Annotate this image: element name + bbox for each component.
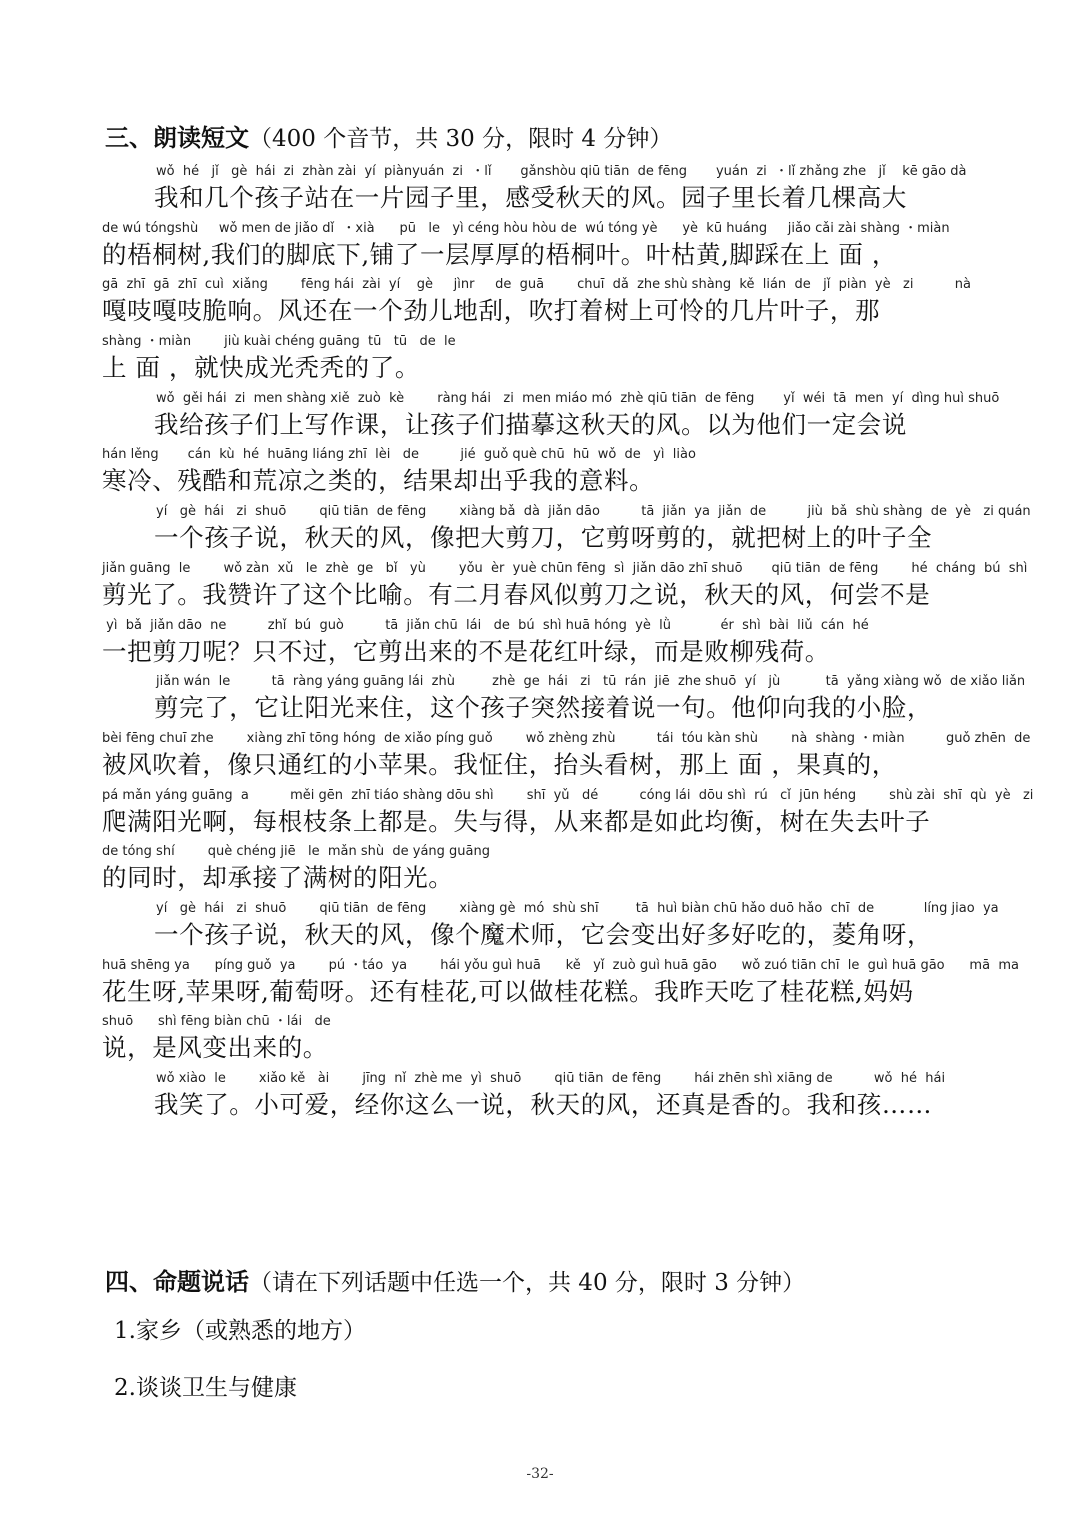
pinyin-line: pá mǎn yáng guāng a měi gēn zhī tiáo shàng dōu shì shī yǔ dé cóng lái dōu shì rú cǐ jūn héng shù zài shī qù yè zi <box>102 787 1034 803</box>
passage-line <box>102 729 1031 786</box>
passage-line <box>102 162 982 219</box>
section4-note: （请在下列话题中任选一个，共 40 分，限时 3 分钟） <box>249 1270 806 1296</box>
hanzi-line: 的同时，却承接了满树的阳光。 <box>102 863 454 893</box>
page-number: -32- <box>526 1466 554 1482</box>
hanzi-line: 上 面 ，就快成光秃秃的了。 <box>102 353 420 383</box>
hanzi-line: 一把剪刀呢？只不过，它剪出来的不是花红叶绿，而是败柳残荷。 <box>102 636 830 666</box>
passage-line <box>102 275 982 332</box>
pinyin-line: wǒ gěi hái zi men shàng xiě zuò kè ràng hái zi men miáo mó zhè qiū tiān de fēng yǐ wéi tā men yí dìng huì shuō <box>156 390 1000 406</box>
passage-line <box>102 842 982 899</box>
hanzi-line: 说，是风变出来的。 <box>102 1033 328 1063</box>
hanzi-line: 剪完了，它让阳光来住，这个孩子突然接着说一句。他仰向我的小脸， <box>154 693 933 723</box>
passage-line <box>102 332 982 389</box>
passage-line <box>102 616 982 673</box>
hanzi-line: 花生呀,苹果呀,葡萄呀。还有桂花,可以做桂花糕。我昨天吃了桂花糕,妈妈 <box>102 976 914 1006</box>
passage-line <box>102 445 982 502</box>
hanzi-line: 我给孩子们上写作课，让孩子们描摹这秋天的风。以为他们一定会说 <box>154 409 907 439</box>
passage-line <box>102 899 999 956</box>
pinyin-line: de wú tóngshù wǒ men de jiǎo dǐ ・xià pū le yì céng hòu hòu de wú tóng yè yè kū huáng jiǎo cǎi zài shàng ・miàn <box>102 220 950 236</box>
passage-line <box>102 1069 982 1126</box>
hanzi-line: 一个孩子说，秋天的风，像个魔术师，它会变出好多好吃的，菱角呀， <box>154 919 933 949</box>
hanzi-line: 剪光了。我赞许了这个比喻。有二月春风似剪刀之说，秋天的风，何尝不是 <box>102 579 931 609</box>
pinyin-line: hán lěng cán kù hé huāng liáng zhī lèi de jié guǒ què chū hū wǒ de yì liào <box>102 447 696 463</box>
hanzi-line: 爬满阳光啊，每根枝条上都是。失与得，从来都是如此均衡，树在失去叶子 <box>102 806 931 836</box>
pinyin-line: jiǎn wán le tā ràng yáng guāng lái zhù zhè ge hái zi tū rán jiē zhe shuō yí jù tā yǎng xiàng wǒ de xiǎo liǎn <box>156 674 1026 690</box>
passage-line <box>102 389 1000 446</box>
hanzi-line: 的梧桐树,我们的脚底下,铺了一层厚厚的梧桐叶。叶枯黄,脚踩在上 面 ， <box>102 239 897 269</box>
section3-note: （400 个音节，共 30 分，限时 4 分钟） <box>249 126 673 152</box>
pinyin-line: shàng ・miàn jiù kuài chéng guāng tū tū de le <box>102 334 456 350</box>
reading-passage <box>102 162 1034 1126</box>
passage-line <box>102 559 1028 616</box>
passage-line <box>102 1012 982 1069</box>
pinyin-line: bèi fēng chuī zhe xiàng zhī tōng hóng de xiǎo píng guǒ wǒ zhèng zhù tái tóu kàn shù nà shàng ・miàn guǒ zhēn de <box>102 730 1031 746</box>
section4-heading <box>105 1262 805 1297</box>
pinyin-line: huā shēng ya píng guǒ ya pú ・táo ya hái yǒu guì huā kě yǐ zuò guì huā gāo wǒ zuó tiān chī le guì huā gāo mā ma <box>102 957 1019 973</box>
passage-line <box>102 219 982 276</box>
pinyin-line: yí gè hái zi shuō qiū tiān de fēng xiàng gè mó shù shī tā huì biàn chū hǎo duō hǎo chī de líng jiao ya <box>156 900 999 916</box>
passage-line <box>102 956 1019 1013</box>
pinyin-line: shuō shì fēng biàn chū ・lái de <box>102 1014 331 1030</box>
pinyin-line: wǒ xiào le xiǎo kě ài jīng nǐ zhè me yì shuō qiū tiān de fēng hái zhēn shì xiāng de wǒ hé hái <box>156 1071 946 1086</box>
topic-item: 2.谈谈卫生与健康 <box>114 1375 297 1401</box>
pinyin-line: gā zhī gā zhī cuì xiǎng fēng hái zài yí gè jìnr de guā chuī dǎ zhe shù shàng kě lián de jǐ piàn yè zi nà <box>102 277 971 293</box>
hanzi-line: 我笑了。小可爱，经你这么一说，秋天的风，还真是香的。我和孩…… <box>154 1090 933 1119</box>
section4-title: 四、命题说话 <box>105 1268 249 1296</box>
hanzi-line: 一个孩子说，秋天的风，像把大剪刀，它剪呀剪的，就把树上的叶子全 <box>154 523 933 553</box>
passage-line <box>102 672 1026 729</box>
hanzi-line: 嘎吱嘎吱脆响。风还在一个劲儿地刮，吹打着树上可怜的几片叶子，那 <box>102 296 881 326</box>
pinyin-line: jiǎn guāng le wǒ zàn xǔ le zhè ge bǐ yù yǒu èr yuè chūn fēng sì jiǎn dāo zhī shuō qiū tiān de fēng hé cháng bú shì <box>102 560 1028 576</box>
pinyin-line: yì bǎ jiǎn dāo ne zhǐ bú guò tā jiǎn chū lái de bú shì huā hóng yè lǜ ér shì bài liǔ cán hé <box>102 617 869 633</box>
pinyin-line: wǒ hé jǐ gè hái zi zhàn zài yí piànyuán zi ・lǐ gǎnshòu qiū tiān de fēng yuán zi ・lǐ zhǎng zhe jǐ kē gāo dà <box>156 164 967 179</box>
hanzi-line: 寒冷、残酷和荒凉之类的，结果却出乎我的意料。 <box>102 466 655 496</box>
hanzi-line: 我和几个孩子站在一片园子里，感受秋天的风。园子里长着几棵高大 <box>154 183 907 212</box>
topic-item: 1.家乡（或熟悉的地方） <box>114 1318 366 1344</box>
passage-line <box>102 502 1031 559</box>
section3-title: 三、朗读短文 <box>105 124 249 152</box>
pinyin-line: yí gè hái zi shuō qiū tiān de fēng xiàng bǎ dà jiǎn dāo tā jiǎn ya jiǎn de jiù bǎ shù shàng de yè zi quán <box>156 504 1031 520</box>
pinyin-line: de tóng shí què chéng jiē le mǎn shù de yáng guāng <box>102 844 490 860</box>
hanzi-line: 被风吹着，像只通红的小苹果。我怔住，抬头看树，那上 面 ，果真的， <box>102 749 897 779</box>
passage-line <box>102 786 1034 843</box>
section3-heading <box>105 118 672 153</box>
